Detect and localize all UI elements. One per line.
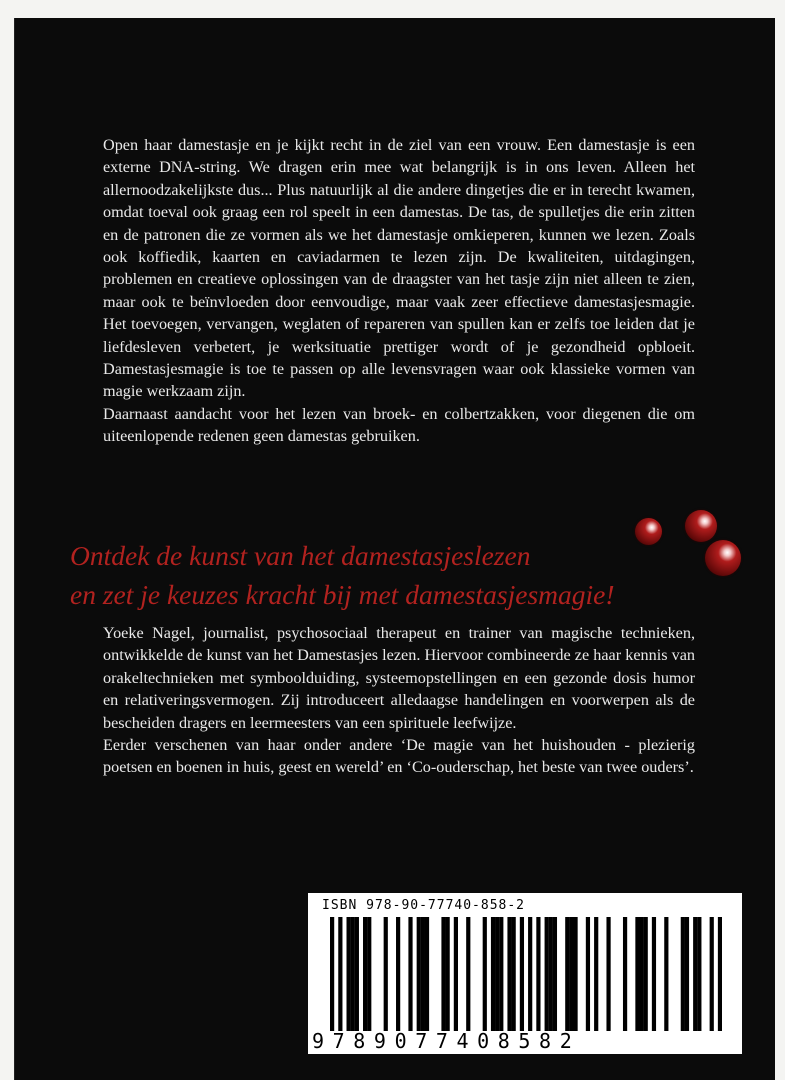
barcode-bar [718,917,722,1031]
barcode-bar [586,917,590,1031]
intro-paragraph-2: Daarnaast aandacht voor het lezen van broek- en colbertzakken, voor diegenen die om uiteenlopende redenen geen damestas gebruiken. [103,404,695,446]
barcode-bar [446,917,450,1031]
barcode-bar [644,917,648,1031]
barcode-bar [573,917,577,1031]
barcode-bar [693,917,697,1031]
bubble-icon [685,510,717,542]
barcode-bar [421,917,425,1031]
ean-digits: 9789077408582 [312,1029,581,1053]
barcode-bar [466,917,470,1031]
barcode-bar [495,917,499,1031]
barcode-bar [606,917,610,1031]
barcode-bar [441,917,445,1031]
barcode-bar [710,917,714,1031]
barcode-bar [396,917,400,1031]
barcode-bar [623,917,627,1031]
barcode-bar [338,917,342,1031]
barcode-bar [483,917,487,1031]
barcode-bar [355,917,359,1031]
barcode-bars [330,917,722,1031]
barcode-bar [454,917,458,1031]
barcode-bar [384,917,388,1031]
tagline-line-1: Ontdek de kunst van het damestasjeslezen [70,540,531,571]
bio-paragraph-2: Eerder verschenen van haar onder andere ‘De magie van het huishouden - plezierig poetsen en boenen in huis, geest en wereld’ en ‘Co-ouderschap, het beste van twee ouders’. [103,736,695,777]
barcode-bar [594,917,598,1031]
barcode-bar [330,917,334,1031]
barcode-bar [425,917,429,1031]
barcode-bar [367,917,371,1031]
barcode-bar [652,917,656,1031]
barcode-bar [491,917,495,1031]
barcode-bar [697,917,701,1031]
barcode-bar [499,917,503,1031]
barcode-bar [528,917,532,1031]
barcode-bar [417,917,421,1031]
bubble-icon [705,540,741,576]
barcode-bar [536,917,540,1031]
barcode-bar [664,917,668,1031]
barcode-bar [639,917,643,1031]
barcode-bar [681,917,685,1031]
intro-blurb [103,134,695,448]
barcode-bar [553,917,557,1031]
barcode-bar [635,917,639,1031]
author-bio [103,622,695,779]
barcode-bar [520,917,524,1031]
barcode-bar [512,917,516,1031]
isbn-barcode [308,893,742,1054]
intro-paragraph-1: Open haar damestasje en je kijkt recht in de ziel van een vrouw. Een damestasje is een externe DNA-string. We dragen erin mee wat belangrijk is in ons leven. Alleen het allernoodzakelijkste dus... Plus natuurlijk al die andere dingetjes die er in terecht kwamen, omdat toeval ook graag een rol speelt in een damestas. De tas, de spulletjes die erin zitten en de patronen die ze vormen als we het damestasje omkieperen, kunnen we lezen. Zoals ook koffiedik, kaarten en caviadarmen te lezen zijn. De kwaliteiten, uitdagingen, problemen en creatieve oplossingen van de draagster van het tasje zijn niet alleen te zien, maar ook te beïnvloeden door eenvoudige, maar vaak zeer effectieve damestasjesmagie. Het toevoegen, vervangen, weglaten of repareren van spullen kan er zelfs toe leiden dat je liefdesleven verbetert, je werksituatie prettiger wordt of je gezondheid opbloeit. Damestasjesmagie is toe te passen op alle levensvragen waar ook klassieke vormen van magie werkzaam zijn. [103,136,695,401]
bubble-icon [635,518,662,545]
tagline [70,536,710,614]
barcode-bar [408,917,412,1031]
barcode-bar [363,917,367,1031]
barcode-bar [685,917,689,1031]
isbn-label: ISBN 978-90-77740-858-2 [322,898,526,913]
barcode-bar [507,917,511,1031]
barcode-bar [565,917,569,1031]
barcode-bar [351,917,355,1031]
barcode-bar [545,917,549,1031]
tagline-line-2: en zet je keuzes kracht bij met damestasjesmagie! [70,579,615,610]
barcode-bar [347,917,351,1031]
bio-paragraph-1: Yoeke Nagel, journalist, psychosociaal therapeut en trainer van magische technieken, ontwikkelde de kunst van het Damestasjes lezen. Hiervoor combineerde ze haar kennis van orakeltechnieken met symboolduiding, systeemopstellingen en een gezonde dosis humor en relativeringsvermogen. Zij introduceert alledaagse handelingen en voorwerpen als de bescheiden dragers en leermeesters van een spirituele leefwijze. [103,624,695,732]
barcode-bar [549,917,553,1031]
barcode-bar [569,917,573,1031]
